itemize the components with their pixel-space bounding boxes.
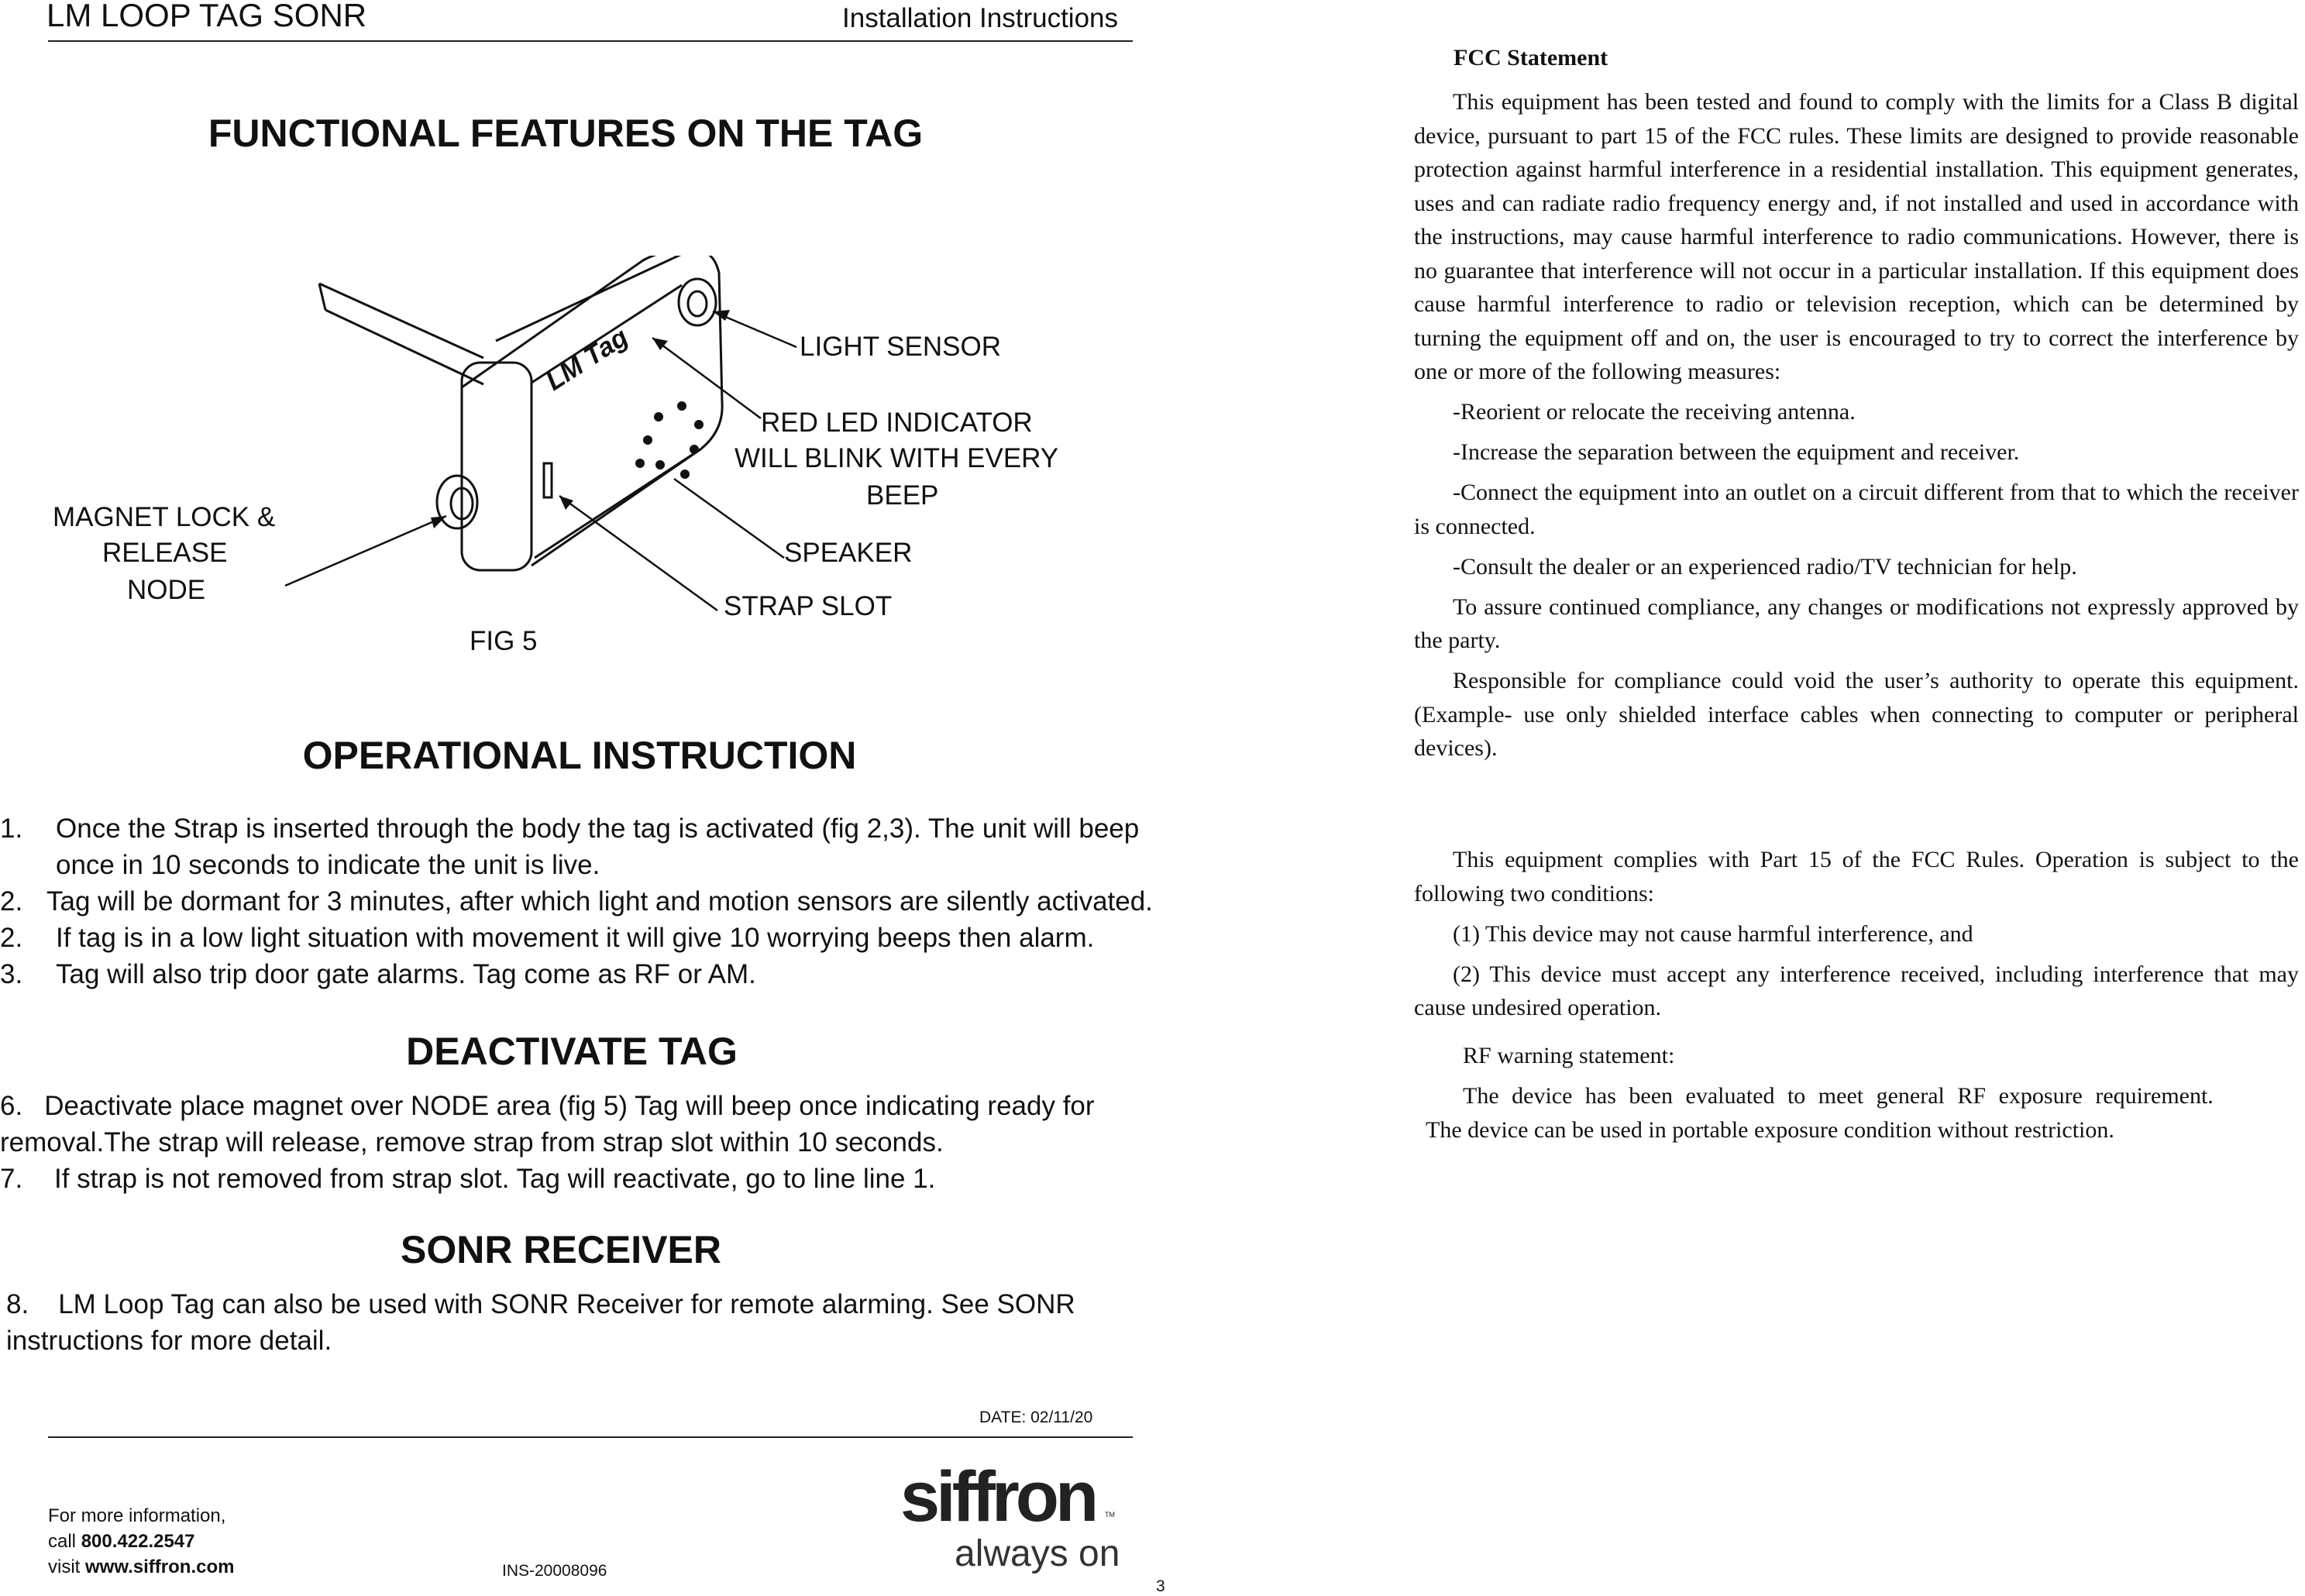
callout-strap-slot: STRAP SLOT bbox=[724, 591, 893, 621]
callout-magnet-3: NODE bbox=[127, 575, 206, 605]
footer-contact: For more information, call 800.422.2547 visit www.siffron.com bbox=[48, 1505, 235, 1577]
siffron-logo: siffron TM always on bbox=[900, 1457, 1120, 1574]
magnet-node bbox=[437, 476, 477, 528]
operational-item-1: 1. Once the Strap is inserted through the body the tag is activated (fig 2,3). The unit will beep once in 10 seconds to indicate the unit is live. bbox=[0, 813, 1140, 880]
sonr-item-8: 8. LM Loop Tag can also be used with SONR Receiver for remote alarming. See SONR instructions for more detail. bbox=[6, 1289, 1075, 1356]
header-doc-type: Installation Instructions bbox=[842, 3, 1119, 33]
footer-website-link[interactable]: www.siffron.com bbox=[85, 1556, 235, 1577]
strap bbox=[319, 284, 483, 384]
rf-warning-line1: The device has been evaluated to meet general RF exposure requirement. bbox=[1463, 1083, 2214, 1109]
operational-item-3: 2. If tag is in a low light situation with movement it will give 10 worrying beeps then alarm. bbox=[0, 923, 1095, 953]
deactivate-item-7: 7. If strap is not removed from strap slot. Tag will reactivate, go to line line 1. bbox=[0, 1164, 936, 1194]
features-heading: FUNCTIONAL FEATURES ON THE TAG bbox=[208, 112, 924, 155]
sonr-heading: SONR RECEIVER bbox=[401, 1228, 721, 1271]
footer-date: DATE: 02/11/20 bbox=[979, 1409, 1093, 1426]
callout-speaker: SPEAKER bbox=[784, 538, 913, 568]
rf-warning-line2: The device can be used in portable exposure condition without restriction. bbox=[1426, 1117, 2114, 1143]
callout-red-led-3: BEEP bbox=[866, 480, 939, 511]
callout-red-led-1: RED LED INDICATOR bbox=[761, 408, 1033, 438]
tag-front-face bbox=[462, 363, 532, 570]
fcc-part15: This equipment complies with Part 15 of the FCC Rules. Operation is subject to the following two conditions: (1) This device may not cause harmful interference, and (2) This device must accept any interference received, including interference that may cause undesired operation. bbox=[1414, 847, 2299, 1020]
figure-caption: FIG 5 bbox=[470, 626, 538, 656]
operational-item-2: 2. Tag will be dormant for 3 minutes, after which light and motion sensors are silently activated. bbox=[0, 886, 1153, 917]
callout-red-led-2: WILL BLINK WITH EVERY bbox=[735, 443, 1059, 473]
fcc-title: FCC Statement bbox=[1454, 45, 1608, 71]
deactivate-heading: DEACTIVATE TAG bbox=[406, 1030, 738, 1073]
light-sensor bbox=[679, 279, 716, 325]
rf-warning-title: RF warning statement: bbox=[1463, 1043, 1675, 1068]
strap-slot-mark bbox=[544, 463, 552, 497]
page-number: 3 bbox=[1156, 1577, 1165, 1595]
callout-magnet-2: RELEASE bbox=[102, 538, 228, 568]
deactivate-item-6: 6. Deactivate place magnet over NODE area (fig 5) Tag will beep once indicating ready for removal.The strap will release, remove strap from strap slot within 10 seconds. bbox=[0, 1091, 1095, 1157]
header-rule bbox=[48, 40, 1133, 42]
footer-phone[interactable]: 800.422.2547 bbox=[81, 1531, 195, 1552]
operational-heading: OPERATIONAL INSTRUCTION bbox=[302, 734, 857, 777]
footer-doc-number: INS-20008096 bbox=[502, 1562, 607, 1580]
callout-magnet-1: MAGNET LOCK & bbox=[53, 502, 276, 532]
tag-brand-label: LM Tag bbox=[541, 322, 634, 397]
callout-light-sensor: LIGHT SENSOR bbox=[800, 332, 1001, 362]
footer-rule bbox=[48, 1436, 1133, 1438]
operational-item-4: 3. Tag will also trip door gate alarms. Tag come as RF or AM. bbox=[0, 959, 756, 989]
speaker-holes bbox=[635, 401, 704, 479]
fcc-body: This equipment has been tested and found to comply with the limits for a Class B digital device, pursuant to part 15 of the FCC rules. These limits are designed to provide reasonable protection against harmful interference in a residential installation. This equipment generates, uses and can radiate radio frequency energy and, if not installed and used in accordance with the instructions, may cause harmful interference to radio communications. However, there is no guarantee that interference will not occur in a particular installation. If this equipment does cause harmful interference to radio or television reception, which can be determined by turning the equipment off and on, the user is encouraged to try to correct the interference by one or more of the following measures: -Reorient or relocate the receiving antenna. -Increase the separation between the equipment and receiver. -Connect the equipment into an outlet on a circuit different from that to which the receiver is connected. -Consult the dealer or an experienced radio/TV technician for help. To assure continued compliance, any changes or modifications not expressly approved by the party. Responsible for compliance could void the user’s authority to operate this equipment. (Example- use only shielded interface cables when connecting to computer or peripheral devices). bbox=[1414, 89, 2299, 761]
header-product-title: LM LOOP TAG SONR bbox=[46, 0, 367, 33]
